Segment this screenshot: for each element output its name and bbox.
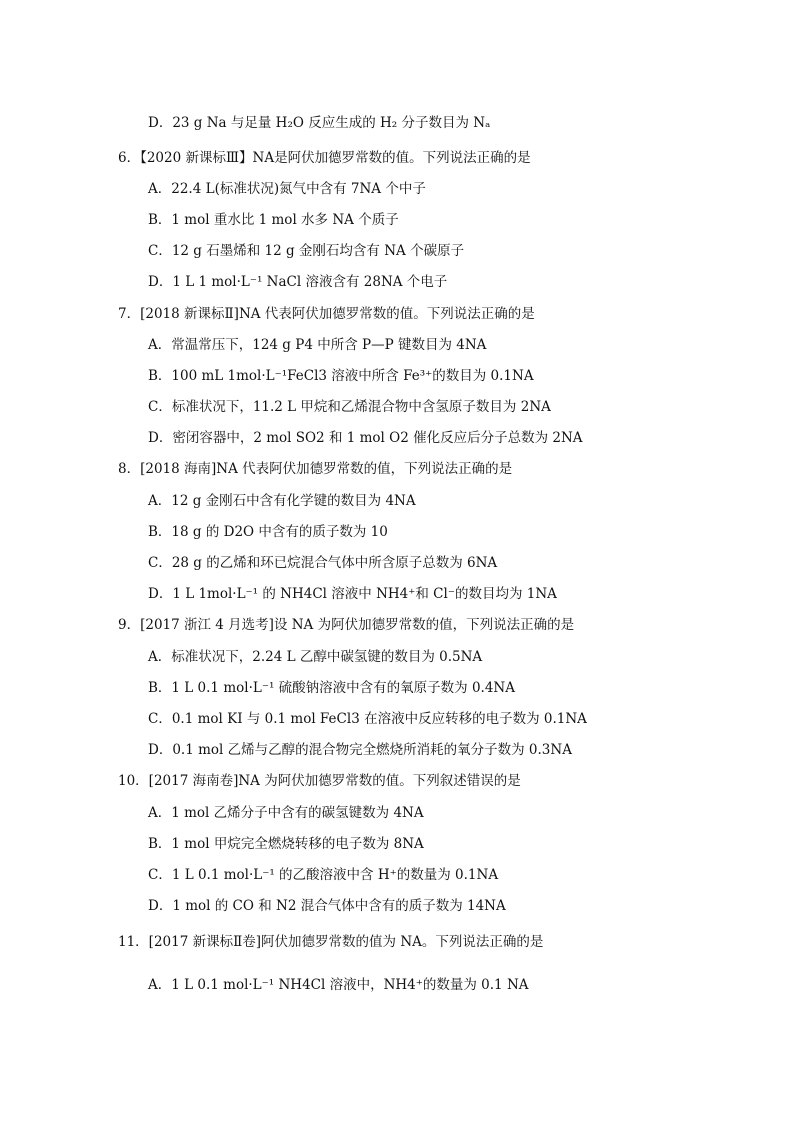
question-7-option-c: C．标准状况下，11.2 L 甲烷和乙烯混合物中含氢原子数目为 2NA xyxy=(148,399,551,415)
question-7-stem: 7．[2018 新课标Ⅱ]NA 代表阿伏加德罗常数的值。下列说法正确的是 xyxy=(118,306,535,322)
question-6-option-c: C．12 g 石墨烯和 12 g 金刚石均含有 NA 个碳原子 xyxy=(148,243,465,259)
question-9-option-d: D．0.1 mol 乙烯与乙醇的混合物完全燃烧所消耗的氧分子数为 0.3NA xyxy=(148,742,572,758)
question-7-option-d: D．密闭容器中，2 mol SO2 和 1 mol O2 催化反应后分子总数为 2NA xyxy=(148,430,583,446)
question-9-option-c: C．0.1 mol KI 与 0.1 mol FeCl3 在溶液中反应转移的电子数为 0.1NA xyxy=(148,711,587,727)
question-8-option-b: B．18 g 的 D2O 中含有的质子数为 10 xyxy=(148,524,388,540)
question-11-stem: 11．[2017 新课标Ⅱ卷]阿伏加德罗常数的值为 NA。下列说法正确的是 xyxy=(118,934,544,950)
question-10-option-a: A．1 mol 乙烯分子中含有的碳氢键数为 4NA xyxy=(148,805,424,821)
question-11-option-a: A．1 L 0.1 mol·L⁻¹ NH4Cl 溶液中，NH4⁺的数量为 0.1 NA xyxy=(148,977,529,993)
question-10-stem: 10．[2017 海南卷]NA 为阿伏加德罗常数的值。下列叙述错误的是 xyxy=(118,773,521,789)
option-line: D．23 g Na 与足量 H₂O 反应生成的 H₂ 分子数目为 Nₐ xyxy=(148,115,491,131)
question-8-option-c: C．28 g 的乙烯和环已烷混合气体中所含原子总数为 6NA xyxy=(148,555,498,571)
question-10-option-b: B．1 mol 甲烷完全燃烧转移的电子数为 8NA xyxy=(148,836,424,852)
question-8-option-d: D．1 L 1mol·L⁻¹ 的 NH4Cl 溶液中 NH4⁺和 Cl⁻的数目均为 1NA xyxy=(148,586,557,602)
question-10-option-c: C．1 L 0.1 mol·L⁻¹ 的乙酸溶液中含 H⁺的数量为 0.1NA xyxy=(148,867,499,883)
question-10-option-d: D．1 mol 的 CO 和 N2 混合气体中含有的质子数为 14NA xyxy=(148,898,506,914)
question-7-option-b: B．100 mL 1mol·L⁻¹FeCl3 溶液中所含 Fe³⁺的数目为 0.1NA xyxy=(148,368,534,384)
question-6-option-d: D．1 L 1 mol·L⁻¹ NaCl 溶液含有 28NA 个电子 xyxy=(148,274,448,290)
question-8-stem: 8．[2018 海南]NA 代表阿伏加德罗常数的值，下列说法正确的是 xyxy=(118,461,513,477)
question-6-stem: 6．【2020 新课标Ⅲ】NA是阿伏加德罗常数的值。下列说法正确的是 xyxy=(118,150,531,166)
question-9-stem: 9．[2017 浙江 4 月选考]设 NA 为阿伏加德罗常数的值，下列说法正确的是 xyxy=(118,617,575,633)
question-6-option-b: B．1 mol 重水比 1 mol 水多 NA 个质子 xyxy=(148,212,399,228)
question-9-option-a: A．标准状况下，2.24 L 乙醇中碳氢键的数目为 0.5NA xyxy=(148,649,483,665)
question-9-option-b: B．1 L 0.1 mol·L⁻¹ 硫酸钠溶液中含有的氧原子数为 0.4NA xyxy=(148,680,515,696)
question-8-option-a: A．12 g 金刚石中含有化学键的数目为 4NA xyxy=(148,493,416,509)
question-7-option-a: A．常温常压下，124 g P4 中所含 P—P 键数目为 4NA xyxy=(148,337,487,353)
question-6-option-a: A．22.4 L(标准状况)氮气中含有 7NA 个中子 xyxy=(148,181,426,197)
